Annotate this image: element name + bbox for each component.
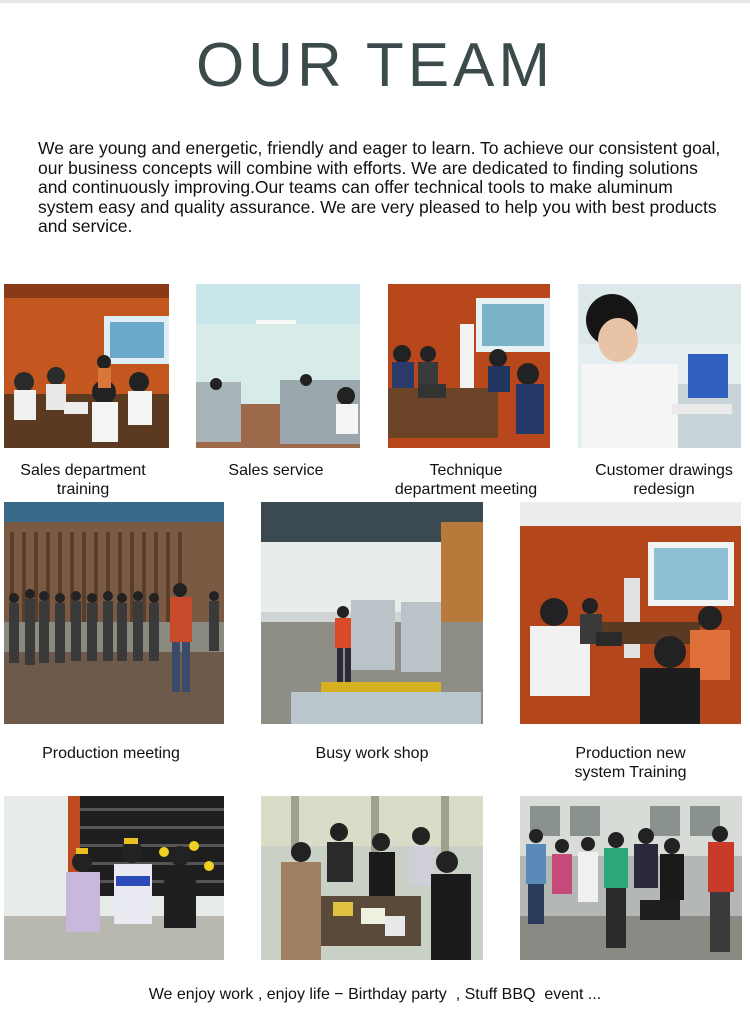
caption-line-1: Production meeting [42, 745, 180, 762]
caption-line-1: Sales department [20, 462, 146, 479]
caption-sales-service [196, 461, 356, 480]
photo-birthday-party [4, 796, 224, 960]
footer-caption: We enjoy work , enjoy life − Birthday party , Stuff BBQ event ... [148, 986, 602, 1003]
caption-line-2: redesign [633, 481, 695, 498]
photo-customer-drawings [578, 284, 741, 448]
caption-line-2: department meeting [394, 481, 538, 498]
photo-technique-meeting [388, 284, 550, 448]
caption-line-1: Busy work shop [315, 745, 429, 762]
caption-sales-training [4, 461, 162, 499]
caption-production-training [520, 744, 741, 782]
photo-production-meeting [4, 502, 224, 724]
caption-customer-drawings [584, 461, 744, 499]
caption-line-1: Production new [575, 745, 686, 762]
caption-busy-workshop [261, 744, 483, 763]
caption-line-1: Customer drawings [595, 462, 733, 479]
photo-production-training [520, 502, 741, 724]
caption-line-2: training [56, 481, 110, 498]
caption-line-1: Technique [429, 462, 503, 479]
page-title: OUR TEAM [195, 31, 555, 100]
caption-technique-meeting [384, 461, 548, 499]
photo-busy-workshop [261, 502, 483, 724]
caption-line-1: Sales service [228, 462, 324, 479]
photo-party-group [261, 796, 483, 960]
caption-line-2: system Training [574, 764, 687, 781]
caption-production-meeting [4, 744, 218, 763]
photo-sales-training [4, 284, 169, 448]
top-divider [0, 0, 750, 3]
photo-bbq-event [520, 796, 742, 960]
photo-sales-service [196, 284, 360, 448]
intro-paragraph: We are young and energetic, friendly and eager to learn. To achieve our consistent goal, our business concepts will combine with efforts. We are dedicated to finding solutions and continuously improving.Our teams can offer technical tools to make aluminum system easy and quality assurance. We are very pleased to help you with best products and service. [38, 138, 721, 236]
